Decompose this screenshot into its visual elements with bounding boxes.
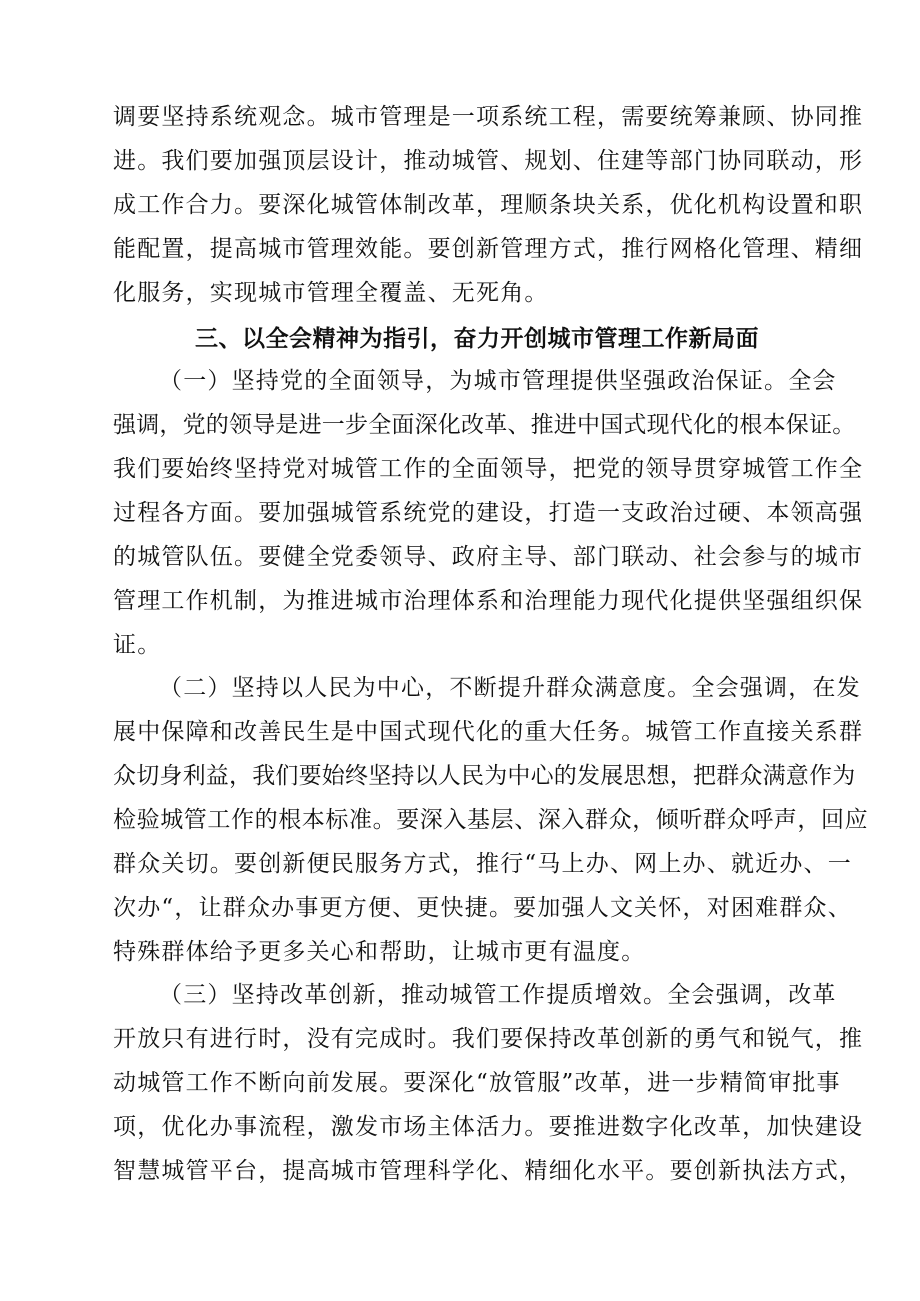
text-line: 证。: [113, 632, 162, 658]
text-line: 开放只有进行时，没有完成时。我们要保持改革创新的勇气和锐气，推: [113, 1026, 864, 1052]
text-line: 展中保障和改善民生是中国式现代化的重大任务。城管工作直接关系群: [113, 719, 864, 745]
text-line: 成工作合力。要深化城管体制改革，理顺条块关系，优化机构设置和职: [113, 192, 864, 218]
text-line: 化服务，实现城市管理全覆盖、无死角。: [113, 280, 549, 306]
text-line: 检验城管工作的根本标准。要深入基层、深入群众，倾听群众呼声，回应: [113, 807, 869, 833]
text-line: 过程各方面。要加强城管系统党的建设，打造一支政治过硬、本领高强: [113, 500, 864, 526]
text-line: 调要坚持系统观念。城市管理是一项系统工程，需要统筹兼顾、协同推: [113, 104, 864, 130]
text-line: 项，优化办事流程，激发市场主体活力。要推进数字化改革，加快建设: [113, 1114, 864, 1140]
text-line: （二）坚持以人民为中心，不断提升群众满意度。全会强调，在发: [159, 675, 861, 701]
section-heading: 三、以全会精神为指引，奋力开创城市管理工作新局面: [195, 326, 759, 352]
text-line: （三）坚持改革创新，推动城管工作提质增效。全会强调，改革: [159, 982, 837, 1008]
text-line: 管理工作机制，为推进城市治理体系和治理能力现代化提供坚强组织保: [113, 588, 864, 614]
text-line: 次办“，让群众办事更方便、更快捷。要加强人文关怀，对困难群众、: [113, 895, 852, 921]
text-line: 动城管工作不断向前发展。要深化“放管服”改革，进一步精简审批事: [113, 1070, 841, 1096]
text-line: 特殊群体给予更多关心和帮助，让城市更有温度。: [113, 939, 646, 965]
text-line: 我们要始终坚持党对城管工作的全面领导，把党的领导贯穿城管工作全: [113, 456, 864, 482]
text-line: 群众关切。要创新便民服务方式，推行“马上办、网上办、就近办、一: [113, 851, 852, 877]
text-line: 众切身利益，我们要始终坚持以人民为中心的发展思想，把群众满意作为: [113, 763, 856, 789]
text-line: 智慧城管平台，提高城市管理科学化、精细化水平。要创新执法方式，: [113, 1158, 864, 1184]
text-line: 进。我们要加强顶层设计，推动城管、规划、住建等部门协同联动，形: [113, 148, 864, 174]
text-line: （一）坚持党的全面领导，为城市管理提供坚强政治保证。全会: [159, 368, 837, 394]
text-line: 的城管队伍。要健全党委领导、政府主导、部门联动、社会参与的城市: [113, 544, 864, 570]
text-line: 能配置，提高城市管理效能。要创新管理方式，推行网格化管理、精细: [113, 236, 864, 262]
text-line: 强调，党的领导是进一步全面深化改革、推进中国式现代化的根本保证。: [113, 412, 856, 438]
